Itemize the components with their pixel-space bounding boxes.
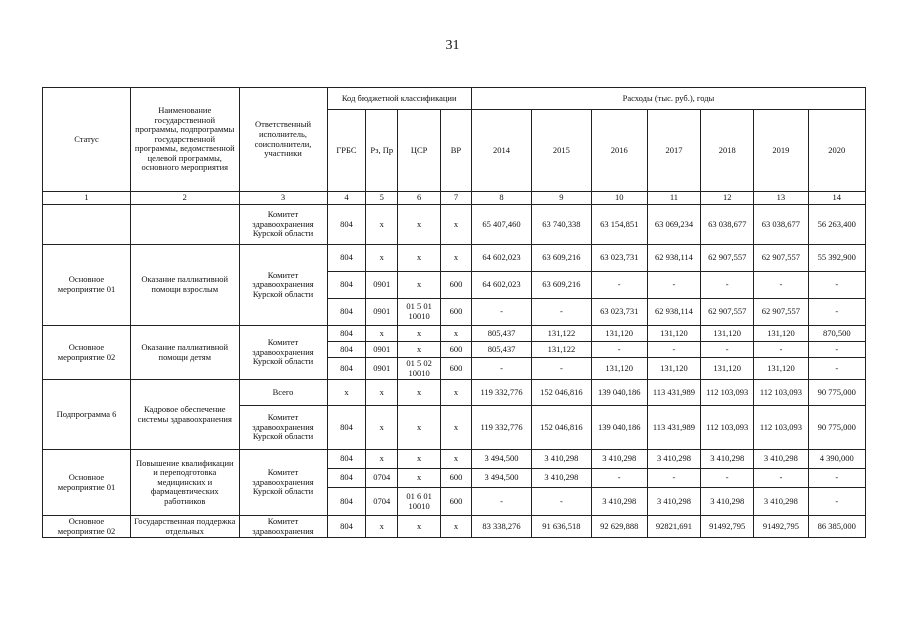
expense-cell: 62 907,557 xyxy=(701,245,754,272)
status-cell xyxy=(43,205,131,245)
expense-cell: 63 609,216 xyxy=(532,245,591,272)
header-year: 2018 xyxy=(701,110,754,192)
expense-cell: 112 103,093 xyxy=(701,406,754,450)
column-number: 14 xyxy=(808,192,865,205)
table-row xyxy=(43,205,866,245)
vr-cell: х xyxy=(441,326,472,342)
status-cell: Основное мероприятие 02 xyxy=(43,516,131,538)
column-number: 8 xyxy=(471,192,531,205)
expense-cell: 131,120 xyxy=(754,326,808,342)
status-cell: Подпрограмма 6 xyxy=(43,380,131,450)
executor-cell: Комитет здравоохранения Курской области xyxy=(239,450,327,516)
header-status: Статус xyxy=(43,88,131,192)
expense-cell: - xyxy=(647,342,700,358)
table-row xyxy=(43,326,866,342)
status-cell: Основное мероприятие 01 xyxy=(43,245,131,326)
expense-cell: 3 410,298 xyxy=(532,450,591,469)
table-body xyxy=(43,205,866,538)
expense-cell: 63 023,731 xyxy=(591,299,647,326)
header-row-1 xyxy=(43,88,866,110)
expense-cell: 3 410,298 xyxy=(754,450,808,469)
column-number: 2 xyxy=(131,192,239,205)
expense-cell: - xyxy=(808,272,865,299)
expense-cell: - xyxy=(471,299,531,326)
grbs-cell: 804 xyxy=(327,205,366,245)
expense-cell: 86 385,000 xyxy=(808,516,865,538)
column-number: 5 xyxy=(366,192,398,205)
expense-cell: 62 907,557 xyxy=(754,299,808,326)
expense-cell: 64 602,023 xyxy=(471,272,531,299)
expense-cell: - xyxy=(471,488,531,516)
expense-cell: - xyxy=(808,488,865,516)
header-year: 2017 xyxy=(647,110,700,192)
expense-cell: 131,120 xyxy=(591,358,647,380)
grbs-cell: 804 xyxy=(327,245,366,272)
expense-cell: 91492,795 xyxy=(754,516,808,538)
rzpr-cell: х xyxy=(366,516,398,538)
csr-cell: х xyxy=(398,272,441,299)
grbs-cell: 804 xyxy=(327,469,366,488)
grbs-cell: 804 xyxy=(327,342,366,358)
expense-cell: 3 494,500 xyxy=(471,469,531,488)
expense-cell: - xyxy=(808,299,865,326)
executor-cell: Комитет здравоохранения xyxy=(239,516,327,538)
rzpr-cell: х xyxy=(366,326,398,342)
grbs-cell: 804 xyxy=(327,406,366,450)
expense-cell: - xyxy=(701,342,754,358)
expense-cell: - xyxy=(701,469,754,488)
header-name: Наименование государственной программы, подпрограммы государственной программы, ведомственной целевой программы, основного мероприятия xyxy=(131,88,239,192)
expense-cell: - xyxy=(647,272,700,299)
vr-cell: 600 xyxy=(441,342,472,358)
expense-cell: 131,120 xyxy=(647,326,700,342)
expense-cell: - xyxy=(808,469,865,488)
expense-cell: 63 609,216 xyxy=(532,272,591,299)
csr-cell: х xyxy=(398,342,441,358)
expense-cell: - xyxy=(808,342,865,358)
expense-cell: - xyxy=(754,469,808,488)
column-number: 11 xyxy=(647,192,700,205)
vr-cell: х xyxy=(441,450,472,469)
expense-cell: 63 038,677 xyxy=(754,205,808,245)
header-year: 2019 xyxy=(754,110,808,192)
rzpr-cell: х xyxy=(366,205,398,245)
column-number: 13 xyxy=(754,192,808,205)
header-expenses: Расходы (тыс. руб.), годы xyxy=(471,88,865,110)
vr-cell: х xyxy=(441,245,472,272)
column-number-row xyxy=(43,192,866,205)
grbs-cell: 804 xyxy=(327,450,366,469)
csr-cell: х xyxy=(398,516,441,538)
csr-cell: 01 5 01 10010 xyxy=(398,299,441,326)
expense-cell: 55 392,900 xyxy=(808,245,865,272)
expense-cell: 3 410,298 xyxy=(701,450,754,469)
expense-cell: 870,500 xyxy=(808,326,865,342)
expense-cell: - xyxy=(591,342,647,358)
expense-cell: 113 431,989 xyxy=(647,380,700,406)
expense-cell: - xyxy=(532,299,591,326)
expense-cell: 3 410,298 xyxy=(754,488,808,516)
name-cell: Оказание паллиативной помощи детям xyxy=(131,326,239,380)
expense-cell: 92821,691 xyxy=(647,516,700,538)
expense-cell: 152 046,816 xyxy=(532,380,591,406)
expense-cell: 65 407,460 xyxy=(471,205,531,245)
expense-cell: 131,122 xyxy=(532,342,591,358)
expense-cell: 63 069,234 xyxy=(647,205,700,245)
table-row xyxy=(43,380,866,406)
csr-cell: х xyxy=(398,245,441,272)
column-number: 3 xyxy=(239,192,327,205)
expense-cell: 91 636,518 xyxy=(532,516,591,538)
expense-cell: - xyxy=(471,358,531,380)
csr-cell: х xyxy=(398,380,441,406)
name-cell: Кадровое обеспечение системы здравоохранения xyxy=(131,380,239,450)
expense-cell: 63 154,851 xyxy=(591,205,647,245)
expense-cell: 139 040,186 xyxy=(591,406,647,450)
page-number: 31 xyxy=(445,38,460,53)
vr-cell: 600 xyxy=(441,469,472,488)
name-cell: Государственная поддержка отдельных xyxy=(131,516,239,538)
expense-cell: 92 629,888 xyxy=(591,516,647,538)
vr-cell: 600 xyxy=(441,358,472,380)
expense-cell: 64 602,023 xyxy=(471,245,531,272)
status-cell: Основное мероприятие 02 xyxy=(43,326,131,380)
header-year: 2020 xyxy=(808,110,865,192)
expense-cell: 91492,795 xyxy=(701,516,754,538)
header-vr: ВР xyxy=(441,110,472,192)
expense-cell: 131,120 xyxy=(701,326,754,342)
expense-cell: 90 775,000 xyxy=(808,406,865,450)
header-executor: Ответственный исполнитель, соисполнители, участники xyxy=(239,88,327,192)
expense-cell: 62 907,557 xyxy=(754,245,808,272)
expense-cell: 90 775,000 xyxy=(808,380,865,406)
vr-cell: 600 xyxy=(441,299,472,326)
status-cell: Основное мероприятие 01 xyxy=(43,450,131,516)
budget-table xyxy=(42,87,866,538)
expense-cell: 119 332,776 xyxy=(471,406,531,450)
expense-cell: - xyxy=(532,488,591,516)
rzpr-cell: х xyxy=(366,406,398,450)
expense-cell: 113 431,989 xyxy=(647,406,700,450)
expense-cell: - xyxy=(591,272,647,299)
expense-cell: 805,437 xyxy=(471,342,531,358)
expense-cell: 63 023,731 xyxy=(591,245,647,272)
rzpr-cell: 0901 xyxy=(366,342,398,358)
rzpr-cell: 0901 xyxy=(366,272,398,299)
expense-cell: - xyxy=(808,358,865,380)
column-number: 6 xyxy=(398,192,441,205)
column-number: 7 xyxy=(441,192,472,205)
grbs-cell: 804 xyxy=(327,488,366,516)
expense-cell: 63 740,338 xyxy=(532,205,591,245)
expense-cell: 3 410,298 xyxy=(591,450,647,469)
csr-cell: х xyxy=(398,406,441,450)
name-cell: Оказание паллиативной помощи взрослым xyxy=(131,245,239,326)
expense-cell: 3 410,298 xyxy=(591,488,647,516)
expense-cell: 62 907,557 xyxy=(701,299,754,326)
expense-cell: - xyxy=(591,469,647,488)
column-number: 4 xyxy=(327,192,366,205)
expense-cell: 131,120 xyxy=(701,358,754,380)
expense-cell: 62 938,114 xyxy=(647,245,700,272)
expense-cell: 112 103,093 xyxy=(701,380,754,406)
vr-cell: х xyxy=(441,516,472,538)
executor-cell: Комитет здравоохранения Курской области xyxy=(239,245,327,326)
vr-cell: х xyxy=(441,205,472,245)
rzpr-cell: 0704 xyxy=(366,469,398,488)
name-cell: Повышение квалификации и переподготовка медицинских и фармацевтических работников xyxy=(131,450,239,516)
rzpr-cell: 0901 xyxy=(366,299,398,326)
expense-cell: 83 338,276 xyxy=(471,516,531,538)
expense-cell: 3 494,500 xyxy=(471,450,531,469)
expense-cell: 3 410,298 xyxy=(532,469,591,488)
expense-cell: 152 046,816 xyxy=(532,406,591,450)
expense-cell: 3 410,298 xyxy=(701,488,754,516)
table-row xyxy=(43,245,866,272)
rzpr-cell: 0901 xyxy=(366,358,398,380)
column-number: 1 xyxy=(43,192,131,205)
expense-cell: 139 040,186 xyxy=(591,380,647,406)
header-year: 2016 xyxy=(591,110,647,192)
grbs-cell: 804 xyxy=(327,358,366,380)
grbs-cell: 804 xyxy=(327,299,366,326)
executor-cell: Комитет здравоохранения Курской области xyxy=(239,205,327,245)
expense-cell: 63 038,677 xyxy=(701,205,754,245)
expense-cell: 131,122 xyxy=(532,326,591,342)
header-budget-code: Код бюджетной классификации xyxy=(327,88,471,110)
expense-cell: 131,120 xyxy=(647,358,700,380)
header-year: 2014 xyxy=(471,110,531,192)
column-number: 12 xyxy=(701,192,754,205)
rzpr-cell: 0704 xyxy=(366,488,398,516)
csr-cell: х xyxy=(398,205,441,245)
csr-cell: 01 5 02 10010 xyxy=(398,358,441,380)
csr-cell: х xyxy=(398,469,441,488)
csr-cell: 01 6 01 10010 xyxy=(398,488,441,516)
name-cell xyxy=(131,205,239,245)
vr-cell: 600 xyxy=(441,272,472,299)
grbs-cell: х xyxy=(327,380,366,406)
table-row xyxy=(43,516,866,538)
rzpr-cell: х xyxy=(366,380,398,406)
header-grbs: ГРБС xyxy=(327,110,366,192)
rzpr-cell: х xyxy=(366,450,398,469)
expense-cell: 3 410,298 xyxy=(647,450,700,469)
grbs-cell: 804 xyxy=(327,516,366,538)
vr-cell: х xyxy=(441,380,472,406)
header-rzpr: Рз, Пр xyxy=(366,110,398,192)
expense-cell: - xyxy=(754,272,808,299)
vr-cell: 600 xyxy=(441,488,472,516)
executor-cell: Комитет здравоохранения Курской области xyxy=(239,406,327,450)
vr-cell: х xyxy=(441,406,472,450)
expense-cell: 4 390,000 xyxy=(808,450,865,469)
expense-cell: 3 410,298 xyxy=(647,488,700,516)
expense-cell: - xyxy=(647,469,700,488)
executor-cell: Комитет здравоохранения Курской области xyxy=(239,326,327,380)
expense-cell: 112 103,093 xyxy=(754,406,808,450)
column-number: 9 xyxy=(532,192,591,205)
table-row xyxy=(43,450,866,469)
executor-cell: Всего xyxy=(239,380,327,406)
column-number: 10 xyxy=(591,192,647,205)
csr-cell: х xyxy=(398,450,441,469)
expense-cell: - xyxy=(701,272,754,299)
rzpr-cell: х xyxy=(366,245,398,272)
expense-cell: - xyxy=(532,358,591,380)
grbs-cell: 804 xyxy=(327,326,366,342)
header-csr: ЦСР xyxy=(398,110,441,192)
expense-cell: 131,120 xyxy=(591,326,647,342)
expense-cell: 805,437 xyxy=(471,326,531,342)
expense-cell: 119 332,776 xyxy=(471,380,531,406)
grbs-cell: 804 xyxy=(327,272,366,299)
header-year: 2015 xyxy=(532,110,591,192)
expense-cell: - xyxy=(754,342,808,358)
expense-cell: 62 938,114 xyxy=(647,299,700,326)
expense-cell: 56 263,400 xyxy=(808,205,865,245)
expense-cell: 131,120 xyxy=(754,358,808,380)
expense-cell: 112 103,093 xyxy=(754,380,808,406)
csr-cell: х xyxy=(398,326,441,342)
